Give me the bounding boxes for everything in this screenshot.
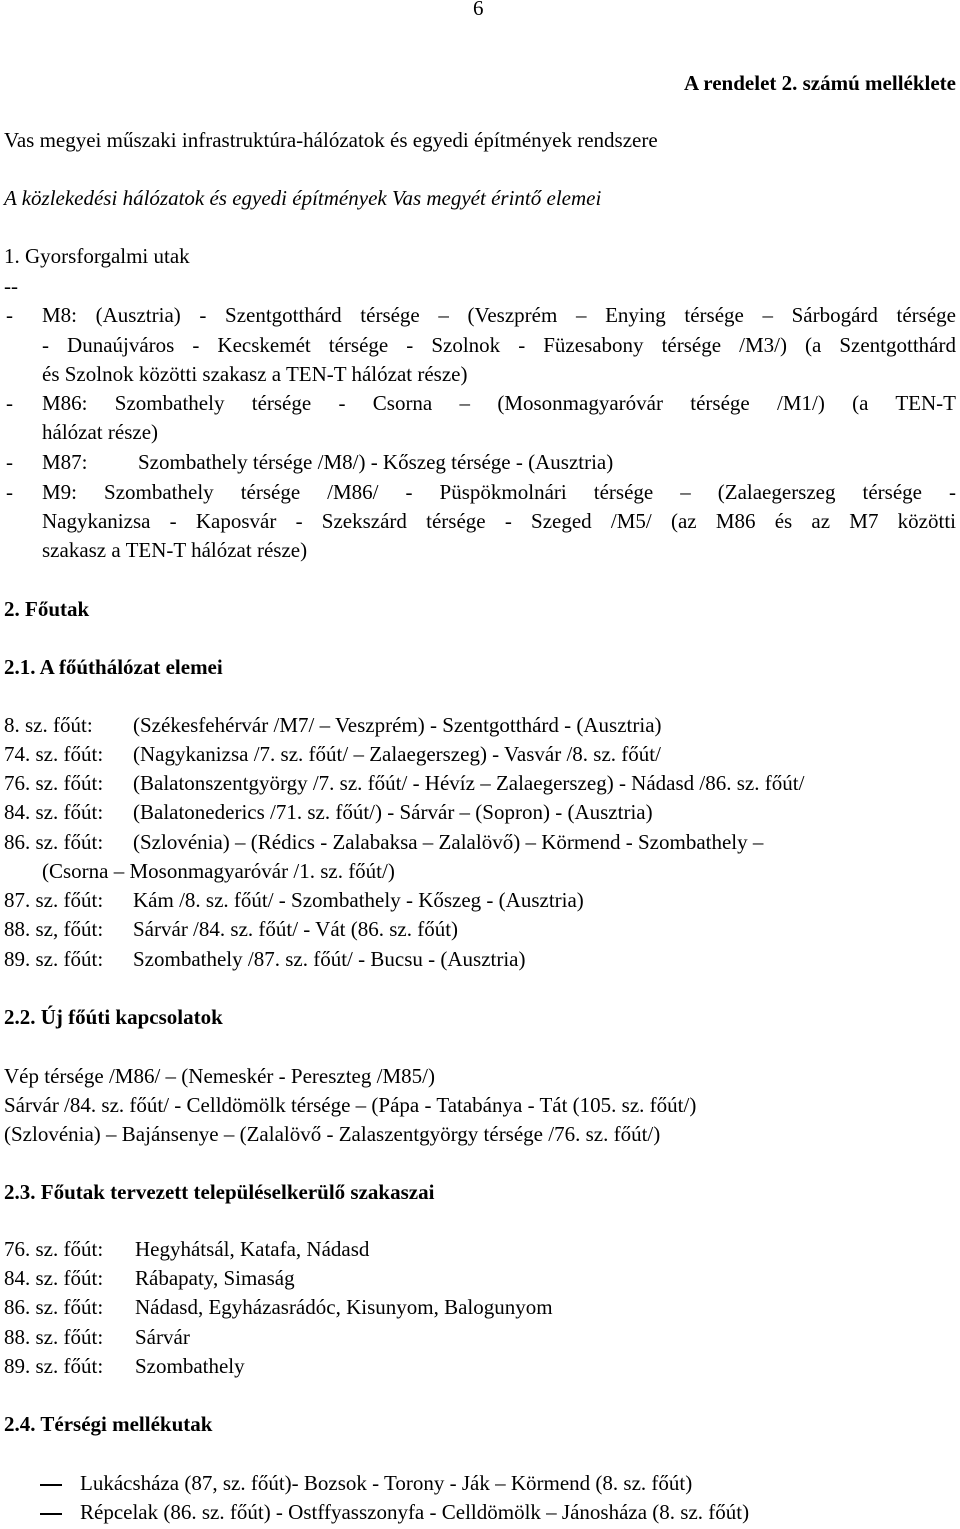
road-text: Sárvár [135,1325,190,1349]
road-label: 86. sz. főút: [4,1295,104,1319]
m8-line-3: és Szolnok közötti szakasz a TEN-T hálózat része) [42,362,468,386]
road-text: Kám /8. sz. főút/ - Szombathely - Kőszeg - (Ausztria) [133,888,584,912]
list-bullet: - [6,391,13,415]
section-heading-2-1: 2.1. A főúthálózat elemei [4,655,223,679]
list-bullet: - [6,450,13,474]
road-label: 84. sz. főút: [4,1266,104,1290]
section-heading-2-3: 2.3. Főutak tervezett településelkerülő szakaszai [4,1180,435,1204]
road-text: (Nagykanizsa /7. sz. főút/ – Zalaegerszeg) - Vasvár /8. sz. főút/ [133,742,661,766]
list-bullet: - [6,303,13,327]
section-heading-2-4: 2.4. Térségi mellékutak [4,1412,213,1436]
road-text: Rábapaty, Simaság [135,1266,295,1290]
road-text: Nádasd, Egyházasrádóc, Kisunyom, Balogunyom [135,1295,553,1319]
m86-line-1: M86: Szombathely térsége - Csorna – (Mosonmagyaróvár térsége /M1/) (a TEN-T [42,391,956,415]
m8-line-2: - Dunaújváros - Kecskemét térsége - Szolnok - Füzesabony térsége /M3/) (a Szentgotthárd [42,333,956,357]
road-text: Szombathely /87. sz. főút/ - Bucsu - (Ausztria) [133,947,526,971]
document-subtitle: A közlekedési hálózatok és egyedi építmények Vas megyét érintő elemei [4,186,602,210]
m9-line-1: M9: Szombathely térsége /M86/ - Püspökmolnári térsége – (Zalaegerszeg térsége - [42,480,956,504]
page-number: 6 [473,0,484,20]
secondary-road-item: Répcelak (86. sz. főút) - Ostffyasszonyfa - Celldömölk – Jánosháza (8. sz. főút) [80,1500,750,1524]
road-label: 76. sz. főút: [4,1237,104,1261]
road-label: 74. sz. főút: [4,742,104,766]
road-text: Hegyhátsál, Katafa, Nádasd [135,1237,370,1261]
road-label: 76. sz. főút: [4,771,104,795]
road-label: 84. sz. főút: [4,800,104,824]
dash-bullet [40,1513,62,1515]
section-heading-2: 2. Főutak [4,597,90,621]
road-text: (Balatonederics /71. sz. főút/) - Sárvár – (Sopron) - (Ausztria) [133,800,653,824]
section-heading-1: 1. Gyorsforgalmi utak [4,244,190,268]
road-text: Szombathely [135,1354,245,1378]
m9-line-3: szakasz a TEN-T hálózat része) [42,538,308,562]
connection-line: (Szlovénia) – Bajánsenye – (Zalalövő - Zalaszentgyörgy térsége /76. sz. főút/) [4,1122,661,1146]
m87-text: Szombathely térsége /M8/) - Kőszeg térsége - (Ausztria) [138,450,614,474]
connection-line: Sárvár /84. sz. főút/ - Celldömölk térsége – (Pápa - Tatabánya - Tát (105. sz. főút/) [4,1093,697,1117]
road-label: 89. sz. főút: [4,1354,104,1378]
road-text-continuation: (Csorna – Mosonmagyaróvár /1. sz. főút/) [42,859,395,883]
list-bullet: - [6,480,13,504]
m87-label: M87: [42,450,88,474]
road-text: (Szlovénia) – (Rédics - Zalabaksa – Zalalövő) – Körmend - Szombathely – [133,830,764,854]
road-label: 88. sz. főút: [4,1325,104,1349]
road-label: 86. sz. főút: [4,830,104,854]
road-text: (Balatonszentgyörgy /7. sz. főút/ - Hévíz – Zalaegerszeg) - Nádasd /86. sz. főút/ [133,771,805,795]
annex-title: A rendelet 2. számú melléklete [684,71,956,95]
section-1-dashes: -- [4,274,18,298]
document-title: Vas megyei műszaki infrastruktúra-hálózatok és egyedi építmények rendszere [4,128,658,152]
section-heading-2-2: 2.2. Új főúti kapcsolatok [4,1005,223,1029]
dash-bullet [40,1484,62,1486]
road-text: (Székesfehérvár /M7/ – Veszprém) - Szentgotthárd - (Ausztria) [133,713,662,737]
m86-line-2: hálózat része) [42,420,159,444]
road-text: Sárvár /84. sz. főút/ - Vát (86. sz. főút) [133,917,459,941]
m9-line-2: Nagykanizsa - Kaposvár - Szekszárd térsége - Szeged /M5/ (az M86 és az M7 közötti [42,509,956,533]
road-label: 87. sz. főút: [4,888,104,912]
m8-line-1: M8: (Ausztria) - Szentgotthárd térsége – (Veszprém – Enying térsége – Sárbogárd térsége [42,303,956,327]
connection-line: Vép térsége /M86/ – (Nemeskér - Pereszteg /M85/) [4,1064,435,1088]
road-label: 88. sz, főút: [4,917,104,941]
road-label: 89. sz. főút: [4,947,104,971]
road-label: 8. sz. főút: [4,713,93,737]
secondary-road-item: Lukácsháza (87, sz. főút)- Bozsok - Torony - Ják – Körmend (8. sz. főút) [80,1471,693,1495]
